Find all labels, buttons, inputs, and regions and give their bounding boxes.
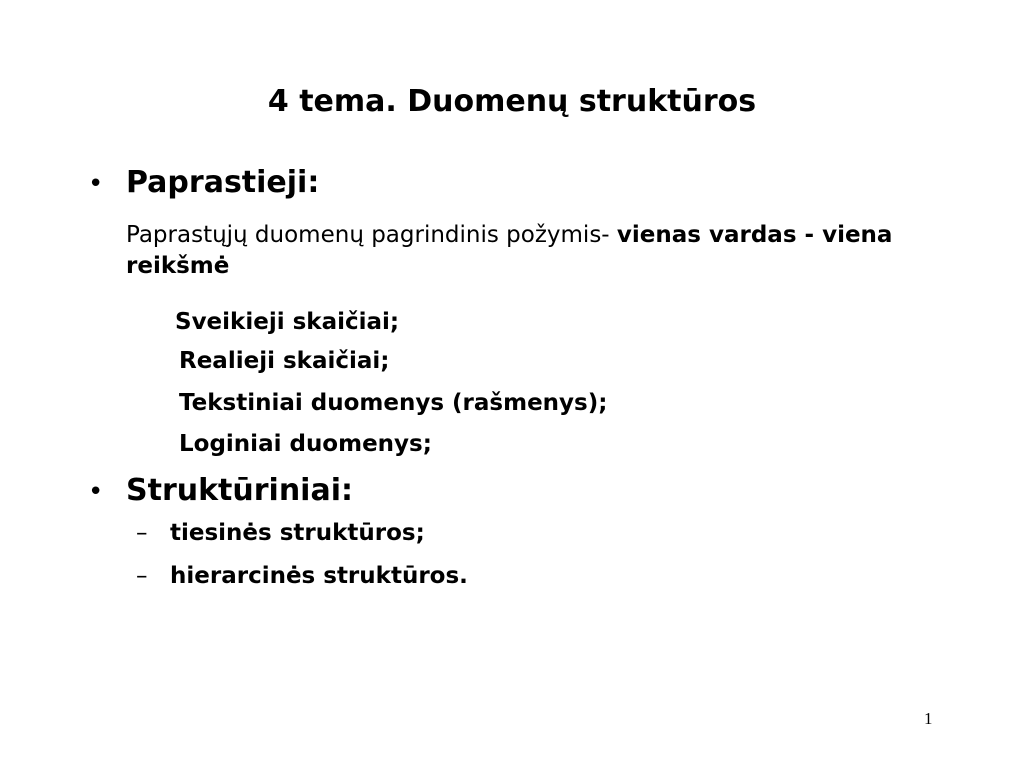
bullet-description [126,220,896,282]
bullet-marker: • [88,169,104,199]
sub-list-item-text: tiesinės struktūros; [170,520,425,546]
bullet-marker: • [88,477,104,507]
list-item: Realieji skaičiai; [179,348,390,374]
bullet-strukturiniai [88,471,353,512]
bullet-label: Paprastieji: [126,165,320,200]
bullet-label: Struktūriniai: [126,473,353,508]
list-item: Tekstiniai duomenys (rašmenys); [179,390,608,416]
page-number: 1 [924,709,933,728]
dash-marker: – [136,563,148,589]
description-bold-text: vienas vardas - viena reikšmė [126,222,893,279]
list-item: Sveikieji skaičiai; [175,309,400,335]
dash-marker: – [136,520,148,546]
list-item: Loginiai duomenys; [179,431,432,457]
sub-list-item [136,518,425,548]
bullet-paprastieji [88,163,319,204]
sub-list-item [136,561,468,591]
sub-list-item-text: hierarcinės struktūros. [170,563,468,589]
slide-title: 4 tema. Duomenų struktūros [267,84,757,119]
description-normal-text: Paprastųjų duomenų pagrindinis požymis- [126,222,617,248]
